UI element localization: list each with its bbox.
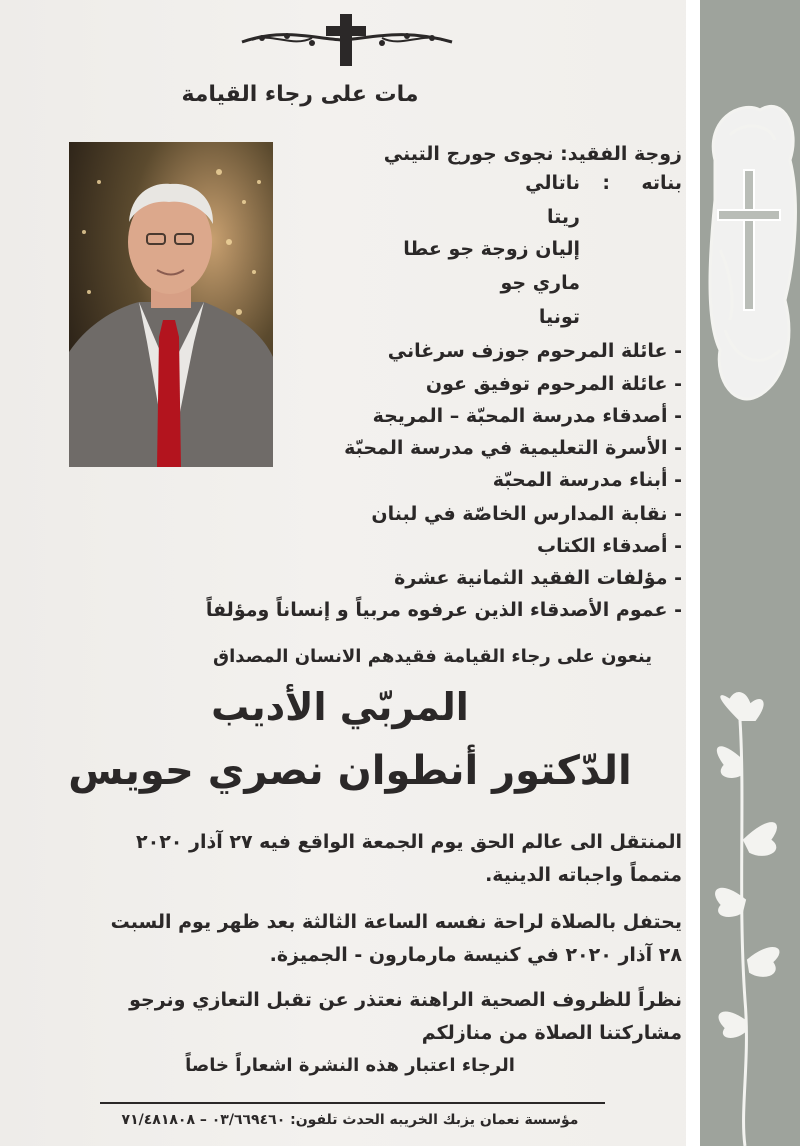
closing-note: الرجاء اعتبار هذه النشرة اشعاراً خاصاً	[185, 1055, 515, 1076]
deceased-photo	[69, 142, 273, 467]
border-floral-icon	[700, 0, 800, 1146]
daughter-item: تونيا	[538, 306, 580, 328]
mourner-group: - الأسرة التعليمية في مدرسة المحبّة	[344, 437, 682, 459]
daughter-item: إليان زوجة جو عطا	[403, 238, 580, 260]
page-heading: مات على رجاء القيامة	[181, 82, 419, 107]
wife-line: زوجة الفقيد: نجوى جورج التيني	[383, 143, 682, 165]
deceased-name: الدّكتور أنطوان نصري حويس	[68, 748, 632, 794]
lily-flower-icon	[716, 693, 778, 1146]
daughter-colon: :	[602, 172, 610, 194]
daughters-label: بناته	[641, 172, 682, 194]
daughter-item: ماري جو	[500, 272, 580, 294]
cross-wreath-icon	[232, 8, 462, 68]
condolence-paragraph: نظراً للظروف الصحية الراهنة نعتذر عن تقبل التعازي ونرجو مشاركتنا الصلاة من منازلكم	[129, 989, 682, 1044]
mourner-group: - مؤلفات الفقيد الثمانية عشرة	[394, 567, 682, 589]
mourner-group: - عائلة المرحوم جوزف سرغاني	[387, 340, 682, 362]
death-notice-paragraph: المنتقل الى عالم الحق يوم الجمعة الواقع فيه ٢٧ آذار ٢٠٢٠ متمماً واجباته الدينية.	[136, 831, 682, 886]
daughter-item: ريتا	[547, 206, 580, 228]
mourner-group: - أبناء مدرسة المحبّة	[492, 469, 682, 491]
deceased-title: المربّي الأديب	[211, 685, 469, 729]
footer-divider	[100, 1102, 605, 1104]
mourning-line: ينعون على رجاء القيامة فقيدهم الانسان المصداق	[213, 646, 652, 667]
prayer-paragraph: يحتفل بالصلاة لراحة نفسه الساعة الثالثة بعد ظهر يوم السبت ٢٨ آذار ٢٠٢٠ في كنيسة مارمارون - الجميزة.	[110, 911, 682, 966]
daughter-item: ناتالي	[525, 172, 580, 194]
mourner-group: - نقابة المدارس الخاصّة في لبنان	[371, 503, 682, 525]
mourner-group: - أصدقاء مدرسة المحبّة – المريجة	[372, 405, 682, 427]
portrait-icon	[69, 142, 273, 467]
mourner-group: - عموم الأصدقاء الذين عرفوه مربياً و إنساناً ومؤلفاً	[205, 599, 682, 621]
footer-publisher: مؤسسة نعمان يزبك الخريبه الحدث تلفون: ٠٣/٦٦٩٤٦٠ – ٧١/٤٨١٨٠٨	[121, 1112, 579, 1128]
mourner-group: - عائلة المرحوم توفيق عون	[425, 373, 682, 395]
mourner-group: - أصدقاء الكتاب	[537, 535, 682, 557]
